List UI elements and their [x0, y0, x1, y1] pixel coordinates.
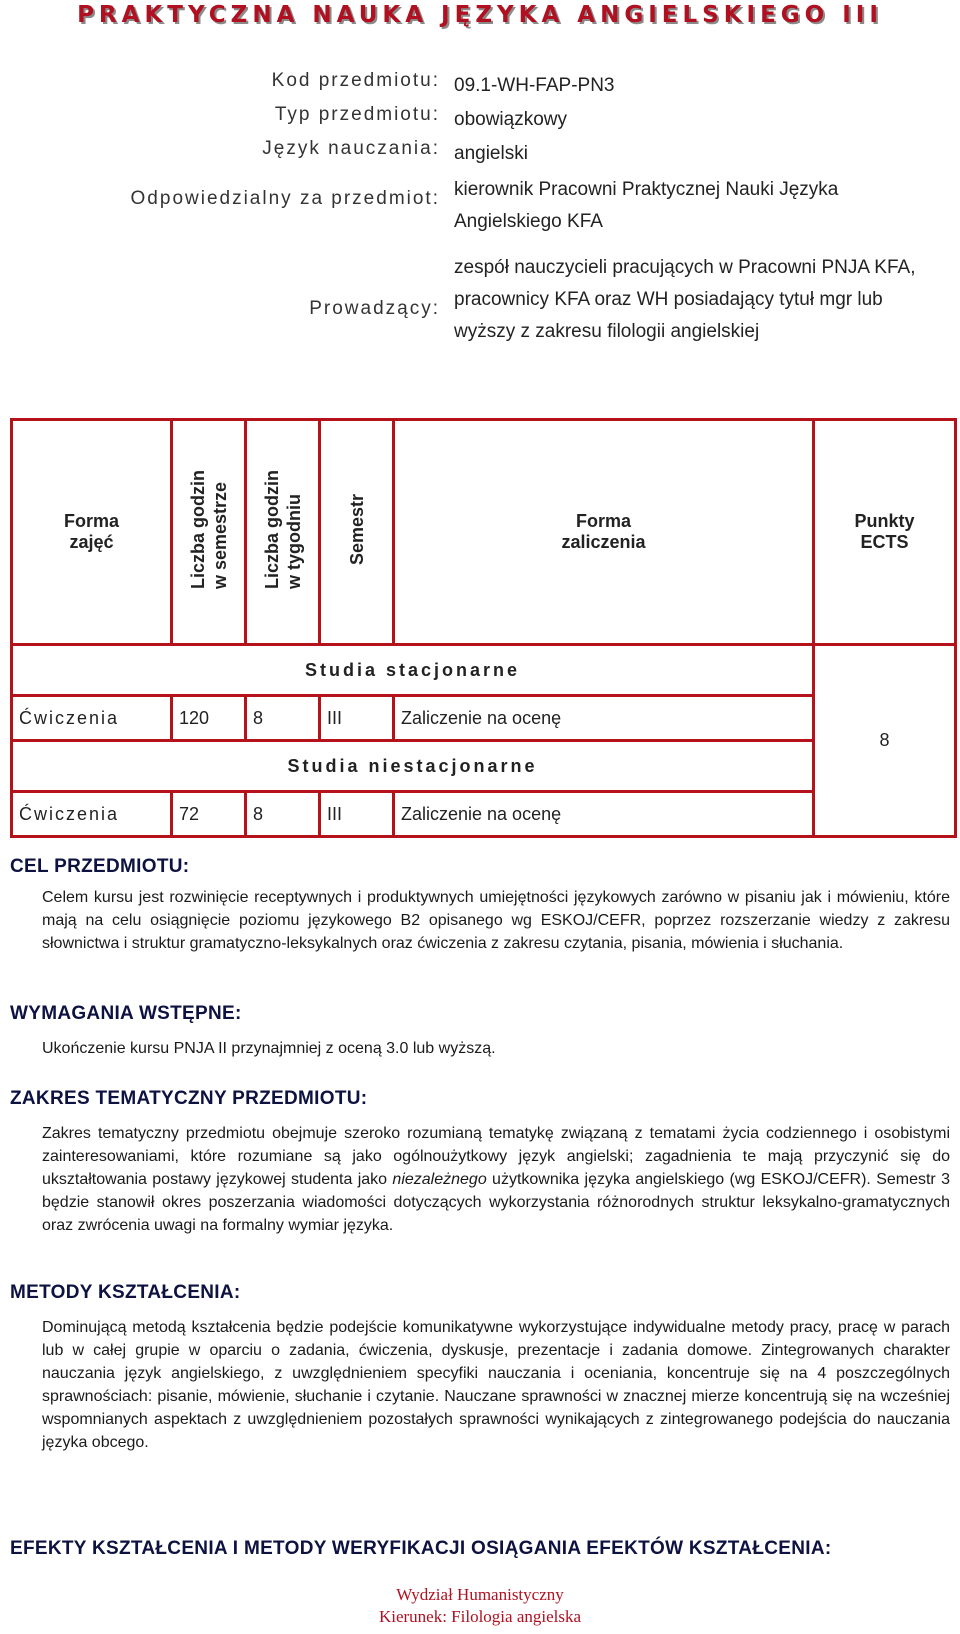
header-forma-zajec: Forma zajęć	[12, 420, 172, 645]
cell-semestr: III	[320, 792, 394, 837]
header-ects: Punkty ECTS	[814, 420, 956, 645]
section-metody	[10, 1282, 950, 1451]
page-title: PRAKTYCZNA NAUKA JĘZYKA ANGIELSKIEGO III	[77, 2, 883, 28]
section-efekty	[10, 1538, 950, 1560]
footer-faculty: Wydział Humanistyczny	[396, 1585, 564, 1604]
cell-forma: Ćwiczenia	[12, 792, 172, 837]
section-heading: WYMAGANIA WSTĘPNE:	[10, 1003, 242, 1024]
section-heading: EFEKTY KSZTAŁCENIA I METODY WERYFIKACJI OSIĄGANIA EFEKTÓW KSZTAŁCENIA:	[10, 1538, 832, 1559]
emphasis: niezależnego	[392, 1171, 487, 1188]
section-cel	[10, 856, 950, 952]
meta-label: Prowadzący:	[309, 298, 440, 319]
header-semestr: Semestr	[320, 420, 394, 645]
section-zakres	[10, 1088, 950, 1234]
section-text: Celem kursu jest rozwinięcie receptywnych i produktywnych umiejętności językowych zarówno w pisaniu jak i mówieniu, które mają na celu osiągnięcie poziomu językowego B2 opisanego wg ESKOJ/CEFR, poprzez rozszerzanie wiedzy z zakresu słownictwa i struktur gramatyczno-leksykalnych oraz ćwiczenia z zakresu czytania, pisania, mówienia i słuchania.	[42, 889, 950, 952]
meta-label: Typ przedmiotu:	[274, 104, 440, 125]
footer-field: Kierunek: Filologia angielska	[378, 1607, 582, 1626]
course-table	[10, 418, 957, 838]
meta-label: Odpowiedzialny za przedmiot:	[130, 188, 440, 209]
cell-zaliczenie: Zaliczenie na ocenę	[394, 792, 814, 837]
ects-value: 8	[814, 645, 956, 837]
section-wymagania	[10, 1003, 950, 1057]
cell-forma: Ćwiczenia	[12, 696, 172, 741]
meta-value: kierownik Pracowni Praktycznej Nauki Języka Angielskiego KFA	[454, 179, 839, 232]
section-heading: ZAKRES TEMATYCZNY PRZEDMIOTU:	[10, 1088, 368, 1109]
meta-value: angielski	[454, 143, 528, 164]
section-text: Zakres tematyczny przedmiotu obejmuje szeroko rozumianą tematykę związaną z tematami życia codziennego i osobistymi zainteresowaniami, które rozumiane są jako ogólnoużytkowy język angielski; zagadnienia te mają przyczynić się do ukształtowania postawy językowej studenta jako niezależnego użytkownika języka angielskiego (wg ESKOJ/CEFR). Semestr 3 będzie stanowił okres poszerzania wiadomości dotyczących wykorzystania różnorodnych struktur leksykalno-gramatycznych oraz zwrócenia uwagi na formalny wymiar języka.	[42, 1125, 950, 1234]
meta-value: 09.1-WH-FAP-PN3	[454, 75, 615, 96]
cell-zaliczenie: Zaliczenie na ocenę	[394, 696, 814, 741]
cell-semestr: III	[320, 696, 394, 741]
cell-godz-sem: 72	[172, 792, 246, 837]
section-text: Ukończenie kursu PNJA II przynajmniej z oceną 3.0 lub wyższą.	[42, 1040, 496, 1057]
header-forma-zaliczenia: Forma zaliczenia	[394, 420, 814, 645]
meta-label: Kod przedmiotu:	[271, 70, 440, 91]
meta-value: zespół nauczycieli pracujących w Pracowni PNJA KFA, pracownicy KFA oraz WH posiadający tytuł mgr lub wyższy z zakresu filologii angielskiej	[454, 257, 916, 342]
footer	[0, 1584, 960, 1628]
cell-godz-sem: 120	[172, 696, 246, 741]
section-text: Dominującą metodą kształcenia będzie podejście komunikatywne wykorzystujące indywidualne metody pracy, pracę w parach lub w całej grupie w oparciu o zadania, ćwiczenia, dyskusje, prezentacje i zadania domowe. Zintegrowanych charakter nauczania język angielskiego, z uwzględnieniem specyfiki nauczania i oceniania, koncentruje się na 4 poszczególnych sprawnościach: pisanie, mówienie, słuchanie i czytanie. Nauczane sprawności w znacznej mierze koncentrują się na wcześniej wspomnianych aspektach z uwzględnieniem pozostałych sprawności wynikających z zintegrowanego podejścia do nauczania języka obcego.	[42, 1319, 950, 1451]
meta-value: obowiązkowy	[454, 109, 567, 130]
cell-godz-tyg: 8	[246, 696, 320, 741]
header-godziny-semestr: Liczba godzin w semestrze	[172, 420, 246, 645]
meta-label: Język nauczania:	[262, 138, 440, 159]
section-heading: CEL PRZEDMIOTU:	[10, 856, 190, 877]
cell-godz-tyg: 8	[246, 792, 320, 837]
table-header-row	[12, 420, 956, 645]
section-heading: METODY KSZTAŁCENIA:	[10, 1282, 241, 1303]
band-niestacjonarne: Studia niestacjonarne	[12, 741, 814, 792]
header-godziny-tydzien: Liczba godzin w tygodniu	[246, 420, 320, 645]
band-stacjonarne: Studia stacjonarne	[12, 645, 814, 696]
